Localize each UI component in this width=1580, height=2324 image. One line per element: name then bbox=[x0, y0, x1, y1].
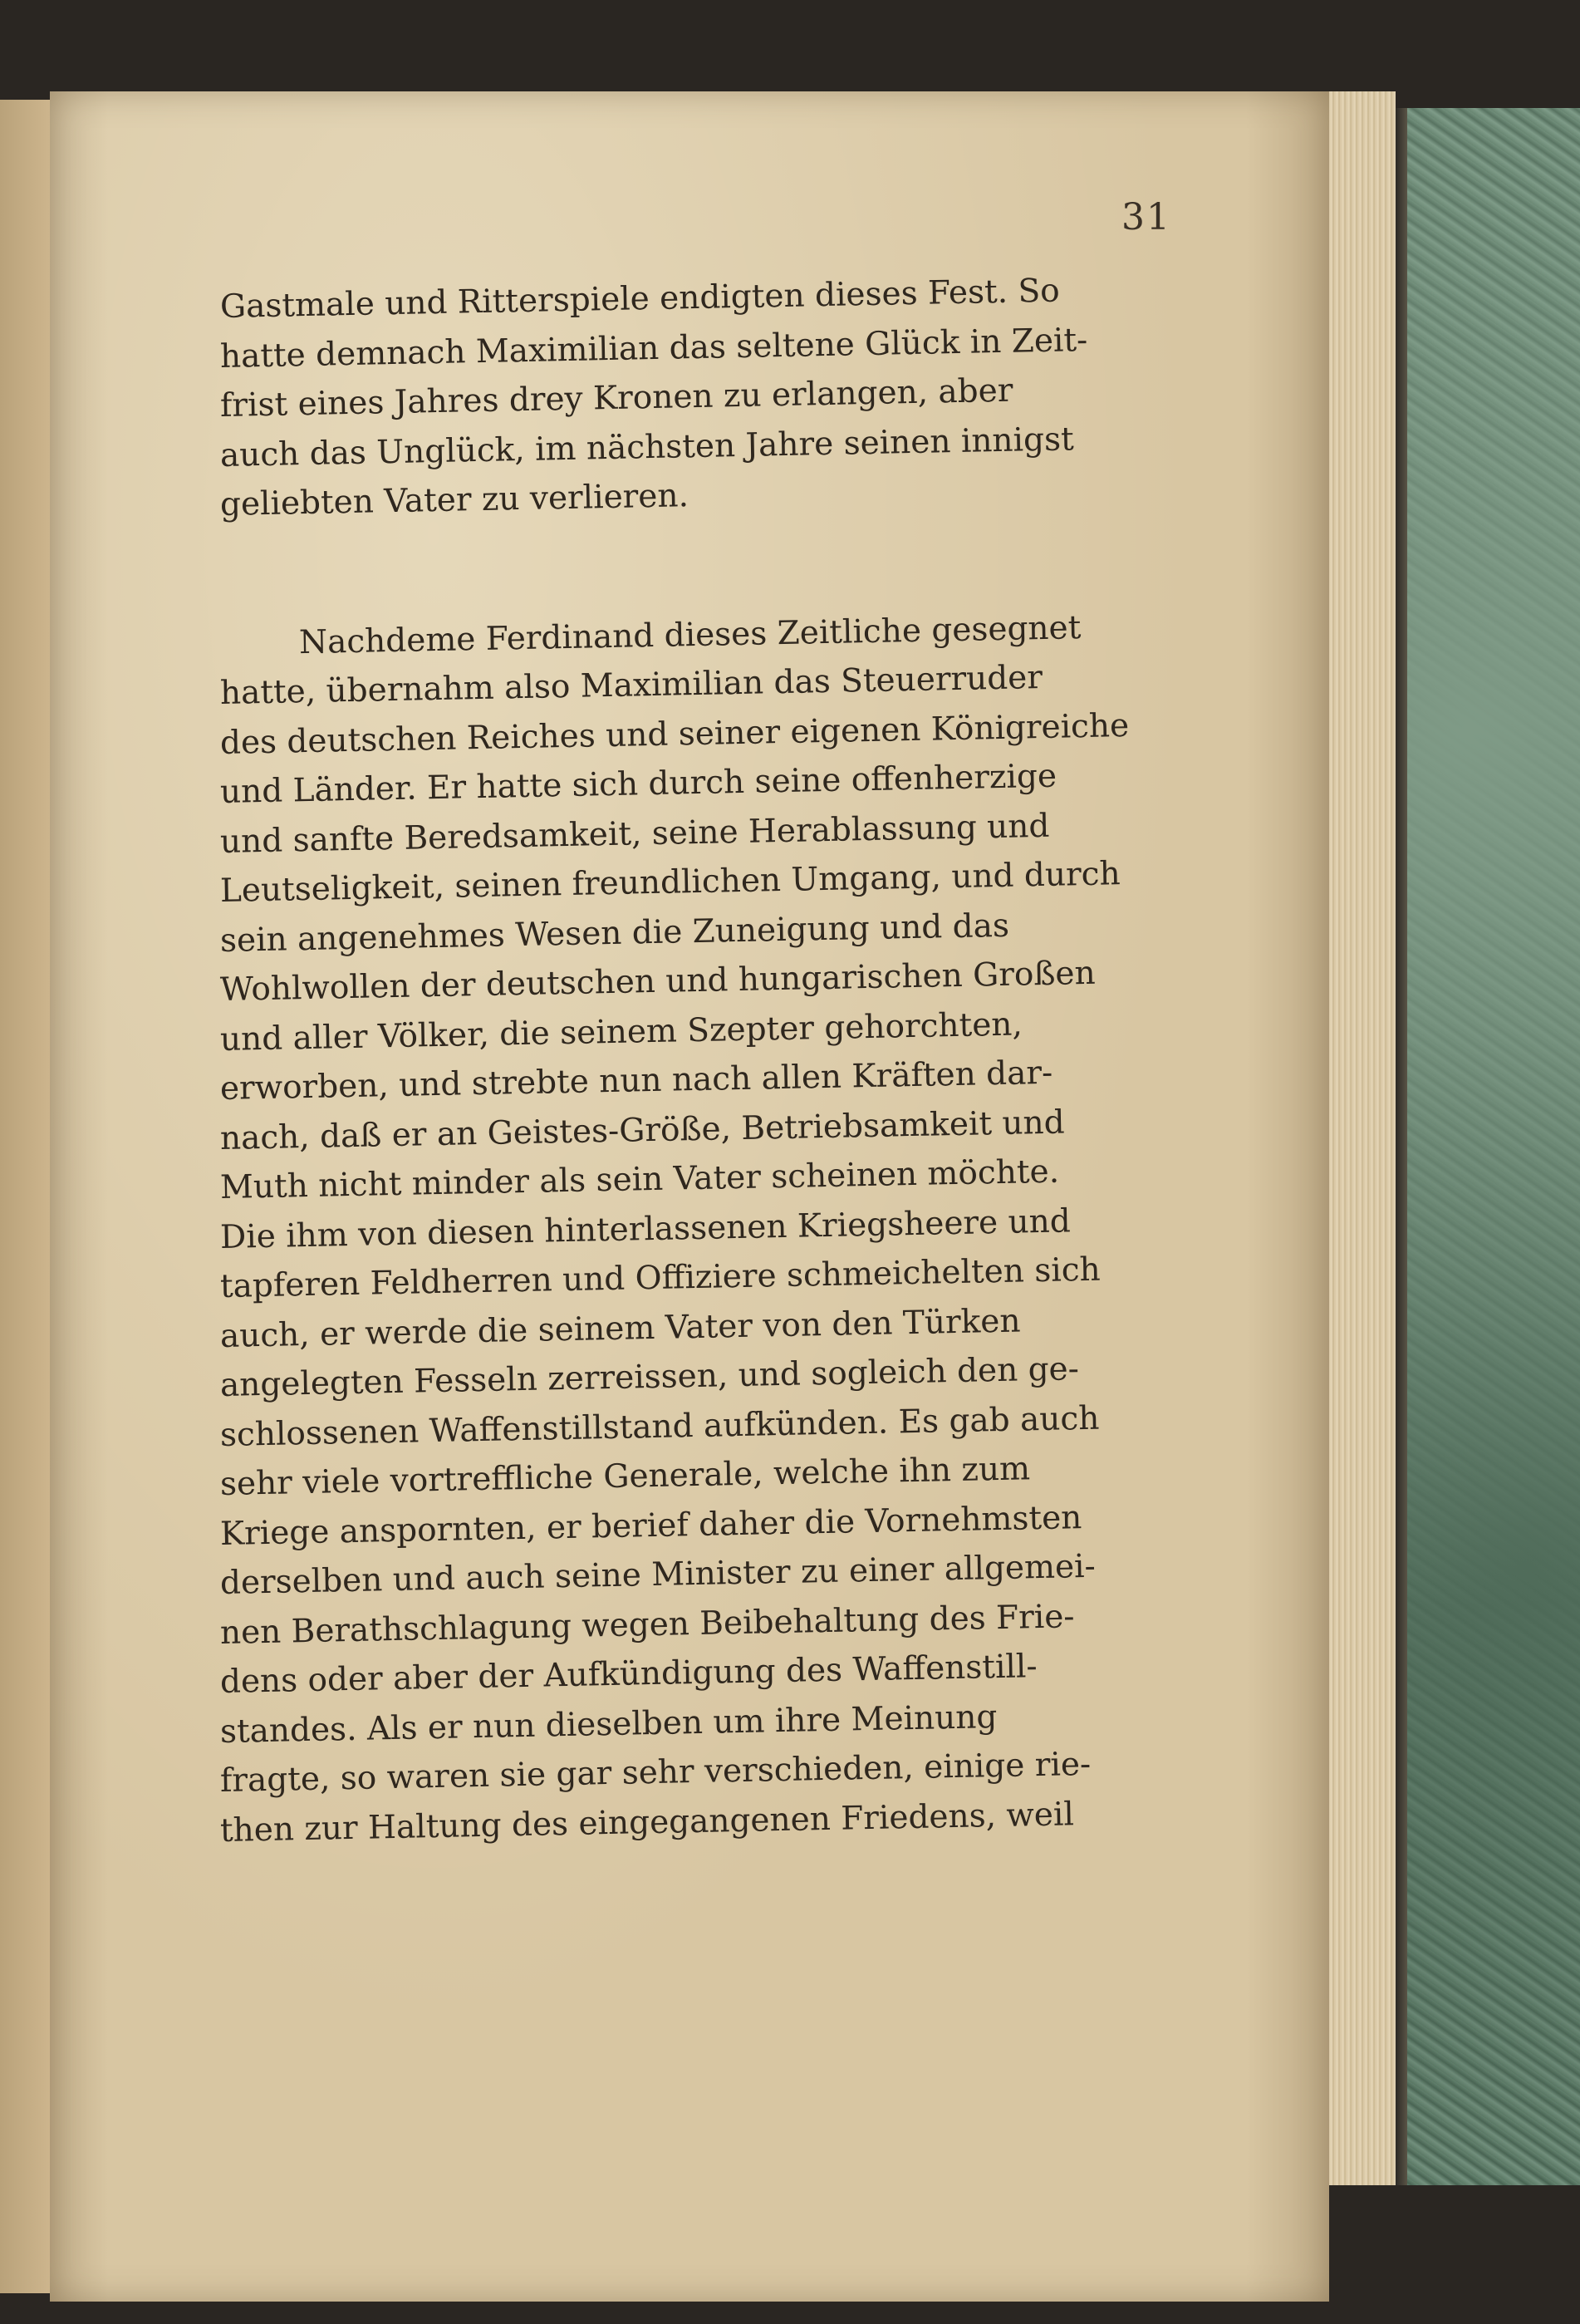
text-line: Kriege anspornten, er berief daher die Vornehmsten bbox=[219, 1498, 1082, 1553]
marbled-cover bbox=[1396, 108, 1580, 2185]
text-line: auch das Unglück, im nächsten Jahre seinen innigst bbox=[219, 420, 1075, 474]
text-line: frist eines Jahres drey Kronen zu erlangen, aber bbox=[219, 371, 1013, 425]
cover-spine-edge bbox=[1396, 108, 1407, 2185]
text-line: hatte, übernahm also Maximilian das Steuerruder bbox=[219, 658, 1043, 712]
text-line: Wohlwollen der deutschen und hungarischen Großen bbox=[219, 954, 1097, 1009]
paragraph-1 bbox=[219, 272, 1217, 530]
text-line: Die ihm von diesen hinterlassenen Kriegsheere und bbox=[219, 1201, 1072, 1256]
text-line: dens oder aber der Aufkündigung des Waffenstill- bbox=[219, 1648, 1038, 1701]
text-line: nen Berathschlagung wegen Beibehaltung des Frie- bbox=[219, 1597, 1075, 1652]
text-line: und sanfte Beredsamkeit, seine Herablassung und bbox=[219, 807, 1050, 861]
text-line: fragte, so waren sie gar sehr verschieden, einige rie- bbox=[219, 1745, 1092, 1800]
text-line: erworben, und strebte nun nach allen Kräften dar- bbox=[219, 1054, 1053, 1108]
text-line: nach, daß er an Geistes-Größe, Betriebsamkeit und bbox=[219, 1103, 1066, 1157]
text-line: Gastmale und Ritterspiele endigten dieses Fest. So bbox=[219, 272, 1061, 326]
page-number: 31 bbox=[1121, 196, 1171, 238]
text-line: tapferen Feldherren und Offiziere schmeichelten sich bbox=[219, 1250, 1102, 1305]
text-line: sein angenehmes Wesen die Zuneigung und das bbox=[219, 907, 1010, 960]
text-line: geliebten Vater zu verlieren. bbox=[219, 477, 689, 523]
text-line: des deutschen Reiches und seiner eigenen Königreiche bbox=[219, 706, 1130, 762]
text-line: standes. Als er nun dieselben um ihre Meinung bbox=[219, 1698, 998, 1751]
text-line: und Länder. Er hatte sich durch seine offenherzige bbox=[219, 757, 1057, 811]
text-line: angelegten Fesseln zerreissen, und sogleich den ge- bbox=[219, 1350, 1080, 1404]
page-stack-edges bbox=[1329, 91, 1396, 2185]
text-line: auch, er werde die seinem Vater von den Türken bbox=[219, 1302, 1021, 1355]
text-line: Leutseligkeit, seinen freundlichen Umgang, und durch bbox=[219, 855, 1121, 910]
text-line: Nachdeme Ferdinand dieses Zeitliche gesegnet bbox=[298, 608, 1082, 661]
text-line: sehr viele vortreffliche Generale, welche ihn zum bbox=[219, 1450, 1031, 1503]
body-text bbox=[219, 272, 1217, 1855]
text-line: hatte demnach Maximilian das seltene Glück in Zeit- bbox=[219, 321, 1088, 376]
facing-page-edge bbox=[0, 100, 50, 2293]
text-line: schlossenen Waffenstillstand aufkünden. Es gab auch bbox=[219, 1399, 1100, 1454]
text-line: und aller Völker, die seinem Szepter gehorchten, bbox=[219, 1005, 1023, 1059]
text-line: then zur Haltung des eingegangenen Friedens, weil bbox=[219, 1795, 1075, 1850]
text-line: derselben und auch seine Minister zu einer allgemei- bbox=[219, 1547, 1097, 1602]
text-line: Muth nicht minder als sein Vater scheinen möchte. bbox=[219, 1152, 1060, 1206]
paragraph-2 bbox=[219, 608, 1217, 1856]
